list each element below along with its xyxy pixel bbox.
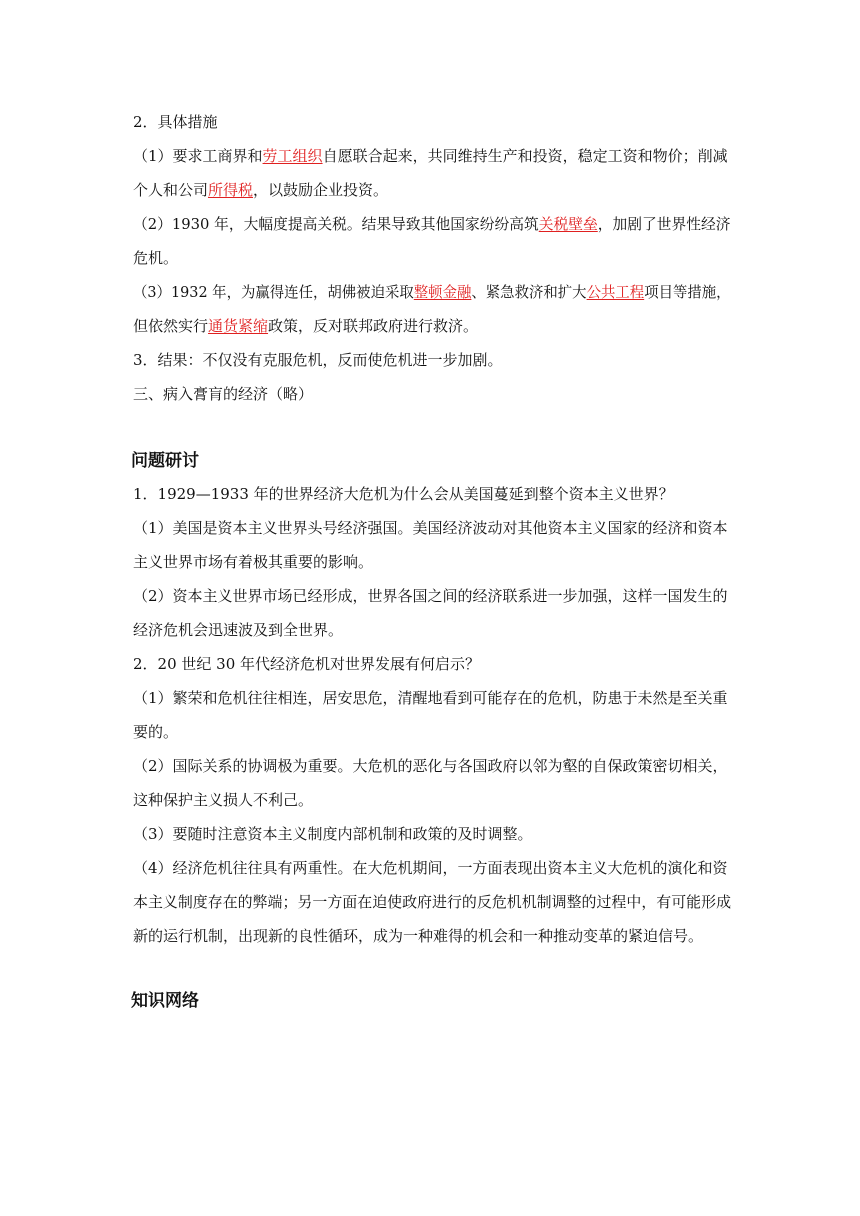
- question-1: 1．1929—1933 年的世界经济大危机为什么会从美国蔓延到整个资本主义世界？: [133, 485, 674, 503]
- section-three-title: 三、病入膏肓的经济（略）: [133, 385, 314, 403]
- q2-answer-1-line-1: （1）繁荣和危机往往相连，居安思危，清醒地看到可能存在的危机，防患于未然是至关重: [133, 689, 728, 707]
- q2-answer-2-line-2: 这种保护主义损人不利己。: [133, 791, 314, 809]
- keyword-deflation: 通货紧缩: [208, 317, 269, 335]
- q1-answer-2-line-1: （2）资本主义世界市场已经形成，世界各国之间的经济联系进一步加强，这样一国发生的: [133, 587, 728, 605]
- q1-answer-1-line-2: 主义世界市场有着极其重要的影响。: [133, 553, 374, 571]
- text-run: 、紧急救济和扩大: [471, 283, 587, 301]
- keyword-finance-reform: 整顿金融: [413, 283, 472, 301]
- q1-answer-2-line-2: 经济危机会迅速波及到全世界。: [133, 621, 344, 639]
- measure-3-line-2: [133, 316, 478, 336]
- text-run: 但依然实行: [133, 317, 209, 335]
- text-run: （1）要求工商界和: [133, 147, 263, 165]
- text-run: 政策，反对联邦政府进行救济。: [268, 317, 479, 335]
- measure-2-line-2: 危机。: [133, 249, 179, 267]
- keyword-public-works: 公共工程: [586, 283, 645, 301]
- q1-answer-1-line-1: （1）美国是资本主义世界头号经济强国。美国经济波动对其他资本主义国家的经济和资本: [133, 519, 728, 537]
- measure-3-line-1: [133, 282, 731, 302]
- result-line: 3．结果：不仅没有克服危机，反而使危机进一步加剧。: [133, 351, 503, 369]
- text-run: （3）1932 年，为赢得连任，胡佛被迫采取: [133, 283, 414, 301]
- q2-answer-2-line-1: （2）国际关系的协调极为重要。大危机的恶化与各国政府以邻为壑的自保政策密切相关，: [133, 757, 728, 775]
- text-run: 项目等措施，: [644, 283, 731, 301]
- text-run: 个人和公司: [133, 181, 209, 199]
- keyword-labor-org: 劳工组织: [262, 147, 323, 165]
- keyword-tariff-barriers: 关税壁垒: [538, 215, 598, 233]
- text-run: 自愿联合起来，共同维持生产和投资，稳定工资和物价；削减: [322, 147, 728, 165]
- text-run: （2）1930 年，大幅度提高关税。结果导致其他国家纷纷高筑: [133, 215, 539, 233]
- measure-1-line-2: [133, 180, 388, 200]
- text-run: ，加剧了世界性经济: [597, 215, 731, 233]
- discussion-heading: 问题研讨: [131, 451, 199, 471]
- q2-answer-4-line-1: （4）经济危机往往具有两重性。在大危机期间，一方面表现出资本主义大危机的演化和资: [133, 859, 728, 877]
- q2-answer-4-line-3: 新的运行机制，出现新的良性循环，成为一种难得的机会和一种推动变革的紧迫信号。: [133, 927, 704, 945]
- keyword-income-tax: 所得税: [208, 181, 254, 199]
- measure-1-line-1: [133, 146, 728, 166]
- q2-answer-4-line-2: 本主义制度存在的弊端；另一方面在迫使政府进行的反危机机制调整的过程中，有可能形成: [133, 893, 732, 911]
- q2-answer-3: （3）要随时注意资本主义制度内部机制和政策的及时调整。: [133, 825, 533, 843]
- q2-answer-1-line-2: 要的。: [133, 723, 179, 741]
- measure-2-line-1: [133, 214, 731, 234]
- knowledge-network-heading: 知识网络: [131, 991, 199, 1011]
- text-run: ，以鼓励企业投资。: [253, 181, 389, 199]
- question-2: 2．20 世纪 30 年代经济危机对世界发展有何启示？: [133, 655, 481, 673]
- measures-title: 2．具体措施: [133, 113, 218, 131]
